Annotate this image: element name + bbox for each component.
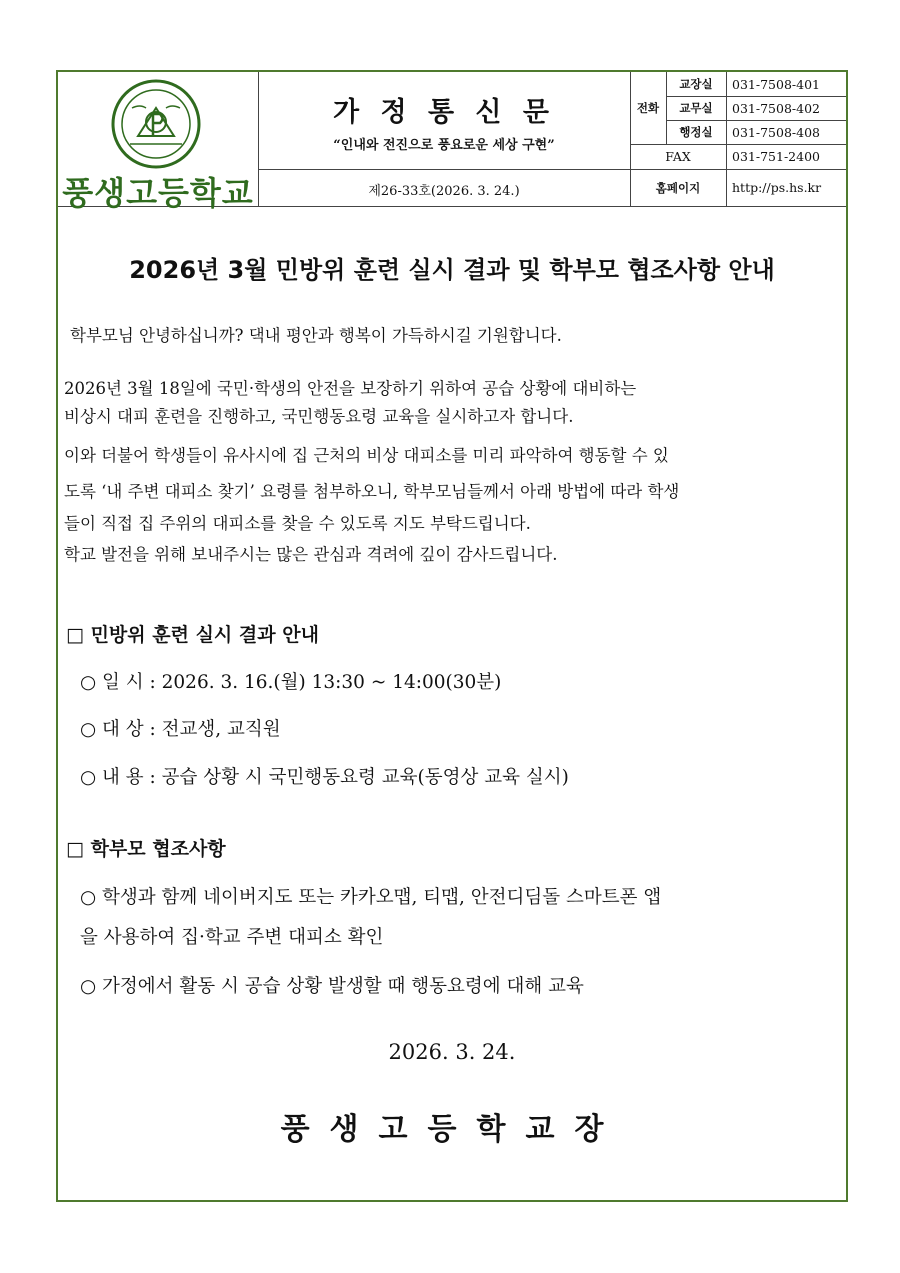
header-table xyxy=(58,72,846,212)
body-text: 도록 ‘내 주변 대피소 찾기’ 요령를 첨부하오니, 학부모님들께서 아래 방법에 따라 학생 xyxy=(64,482,680,501)
list-item: ○ 가정에서 활동 시 공습 상황 발생할 때 행동요령에 대해 교육 xyxy=(80,976,584,997)
contact-phone: 031-7508-402 xyxy=(732,100,820,116)
contact-phone: 031-7508-401 xyxy=(732,76,820,92)
homepage-link[interactable]: http://ps.hs.kr xyxy=(732,180,822,195)
issue-number: 제26-33호(2026. 3. 24.) xyxy=(368,184,520,199)
body-text: 이와 더불어 학생들이 유사시에 집 근처의 비상 대피소를 미리 파악하여 행동할 수 있 xyxy=(64,446,669,465)
fax-label: FAX xyxy=(665,149,691,164)
school-logo xyxy=(58,72,258,212)
newsletter-frame xyxy=(56,70,848,1202)
body-text: 2026년 3월 18일에 국민·학생의 안전을 보장하기 위하여 공습 상황에 대비하는 xyxy=(64,379,637,398)
body-text: 들이 직접 집 주위의 대피소를 찾을 수 있도록 지도 부탁드립니다. xyxy=(64,514,531,533)
main-title: 2026년 3월 민방위 훈련 실시 결과 및 학부모 협조사항 안내 xyxy=(129,256,775,284)
list-item: ○ 대 상 : 전교생, 교직원 xyxy=(80,719,281,740)
fax-number: 031-751-2400 xyxy=(732,149,820,164)
section-heading: □ 학부모 협조사항 xyxy=(66,838,226,860)
contact-phone: 031-7508-408 xyxy=(732,124,820,140)
contact-label: 교장실 xyxy=(679,77,713,91)
section-heading: □ 민방위 훈련 실시 결과 안내 xyxy=(66,624,319,646)
homepage-label: 홈페이지 xyxy=(655,180,701,195)
list-item: 을 사용하여 집·학교 주변 대피소 확인 xyxy=(80,927,384,948)
body-text: 학교 발전을 위해 보내주시는 많은 관심과 격려에 깊이 감사드립니다. xyxy=(64,545,558,564)
issue-date: 2026. 3. 24. xyxy=(388,1040,516,1064)
greeting-text: 학부모님 안녕하십니까? 댁내 평안과 행복이 가득하시길 기원합니다. xyxy=(70,326,562,345)
contact-label: 행정실 xyxy=(679,125,713,139)
school-motto: “인내와 전진으로 풍요로운 세상 구현” xyxy=(333,138,555,153)
list-item: ○ 내 용 : 공습 상황 시 국민행동요령 교육(동영상 교육 실시) xyxy=(80,767,569,788)
phone-label: 전화 xyxy=(636,101,660,115)
newsletter-title: 가 정 통 신 문 xyxy=(332,97,555,128)
body-text: 비상시 대피 훈련을 진행하고, 국민행동요령 교육을 실시하고자 합니다. xyxy=(64,407,574,426)
principal-signature: 풍생고등학교장 xyxy=(280,1112,624,1147)
list-item: ○ 일 시 : 2026. 3. 16.(월) 13:30 ~ 14:00(30분) xyxy=(80,672,502,693)
contact-label: 교무실 xyxy=(679,101,713,115)
school-emblem-icon xyxy=(110,78,202,170)
list-item: ○ 학생과 함께 네이버지도 또는 카카오맵, 티맵, 안전디딤돌 스마트폰 앱 xyxy=(80,887,662,908)
school-logo-text: 풍생고등학교 xyxy=(62,174,254,212)
